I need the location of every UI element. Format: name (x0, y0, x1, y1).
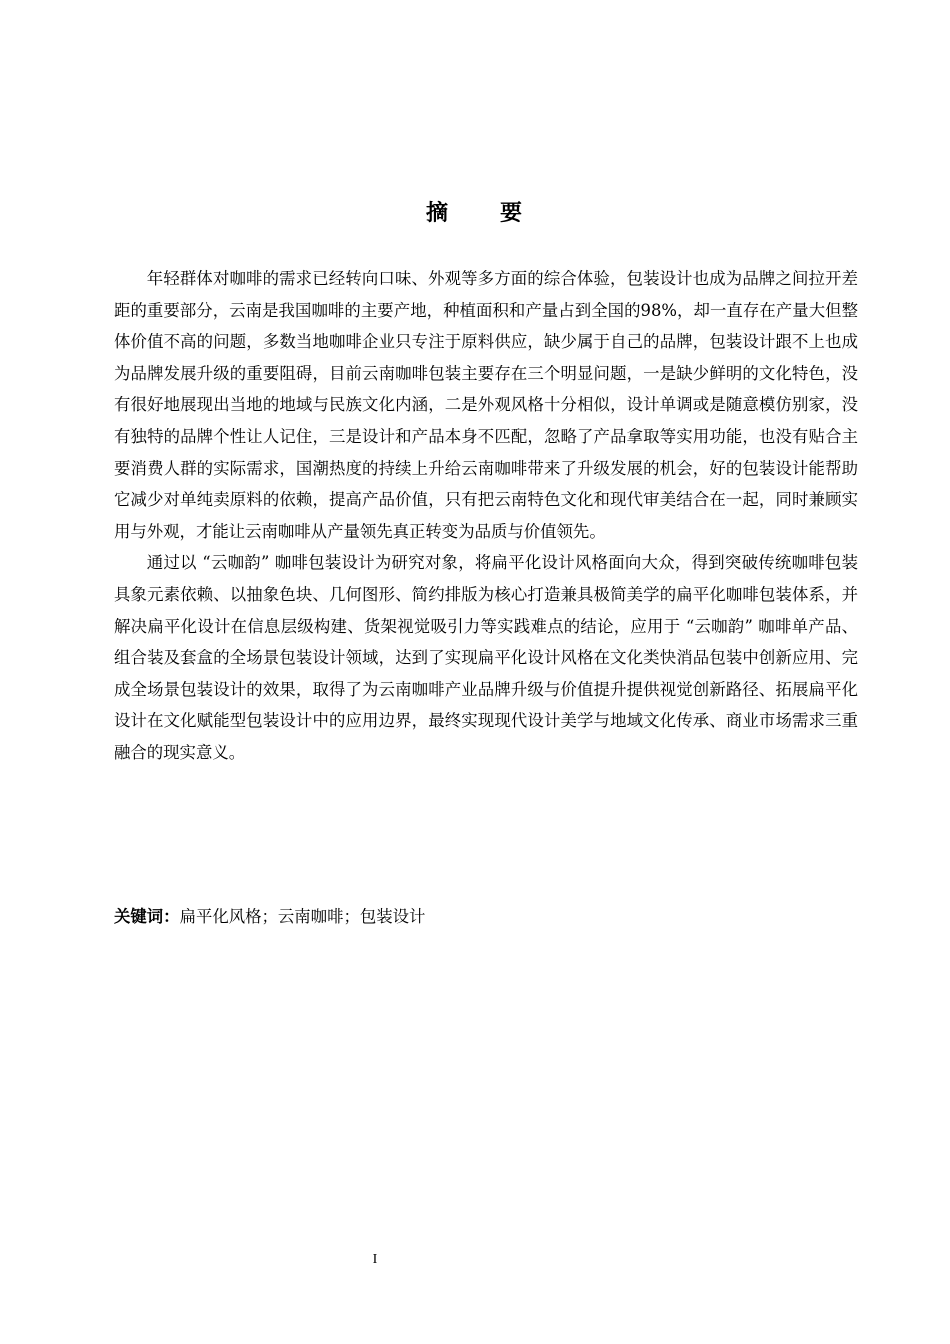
title-char-1: 摘 (425, 201, 450, 226)
page-title (0, 198, 950, 230)
abstract-paragraph-2: 通过以 “云咖韵” 咖啡包装设计为研究对象，将扁平化设计风格面向大众，得到突破传统咖啡包装具象元素依赖、以抽象色块、几何图形、简约排版为核心打造兼具极简美学的扁平化咖啡包装体系，并解决扁平化设计在信息层级构建、货架视觉吸引力等实践难点的结论，应用于 “云咖韵” 咖啡单产品、组合装及套盒的全场景包装设计领域，达到了实现扁平化设计风格在文化类快消品包装中创新应用、完成全场景包装设计的效果，取得了为云南咖啡产业品牌升级与价值提升提供视觉创新路径、拓展扁平化设计在文化赋能型包装设计中的应用边界，最终实现现代设计美学与地域文化传承、商业市场需求三重融合的现实意义。 (114, 553, 858, 762)
keywords-value: 扁平化风格；云南咖啡；包装设计 (179, 907, 426, 926)
abstract-body (114, 263, 858, 769)
keywords-label: 关键词： (114, 907, 180, 926)
title-char-2: 要 (500, 201, 525, 226)
keywords-line (114, 902, 858, 932)
page-number: I (372, 1252, 378, 1267)
abstract-paragraph-1: 年轻群体对咖啡的需求已经转向口味、外观等多方面的综合体验，包装设计也成为品牌之间拉开差距的重要部分，云南是我国咖啡的主要产地，种植面积和产量占到全国的98%，却一直存在产量大但整体价值不高的问题，多数当地咖啡企业只专注于原料供应，缺少属于自己的品牌，包装设计跟不上也成为品牌发展升级的重要阻碍，目前云南咖啡包装主要存在三个明显问题，一是缺少鲜明的文化特色，没有很好地展现出当地的地域与民族文化内涵，二是外观风格十分相似，设计单调或是随意模仿别家，没有独特的品牌个性让人记住，三是设计和产品本身不匹配，忽略了产品拿取等实用功能，也没有贴合主要消费人群的实际需求，国潮热度的持续上升给云南咖啡带来了升级发展的机会，好的包装设计能帮助它减少对单纯卖原料的依赖，提高产品价值，只有把云南特色文化和现代审美结合在一起，同时兼顾实用与外观，才能让云南咖啡从产量领先真正转变为品质与价值领先。 (114, 269, 858, 541)
